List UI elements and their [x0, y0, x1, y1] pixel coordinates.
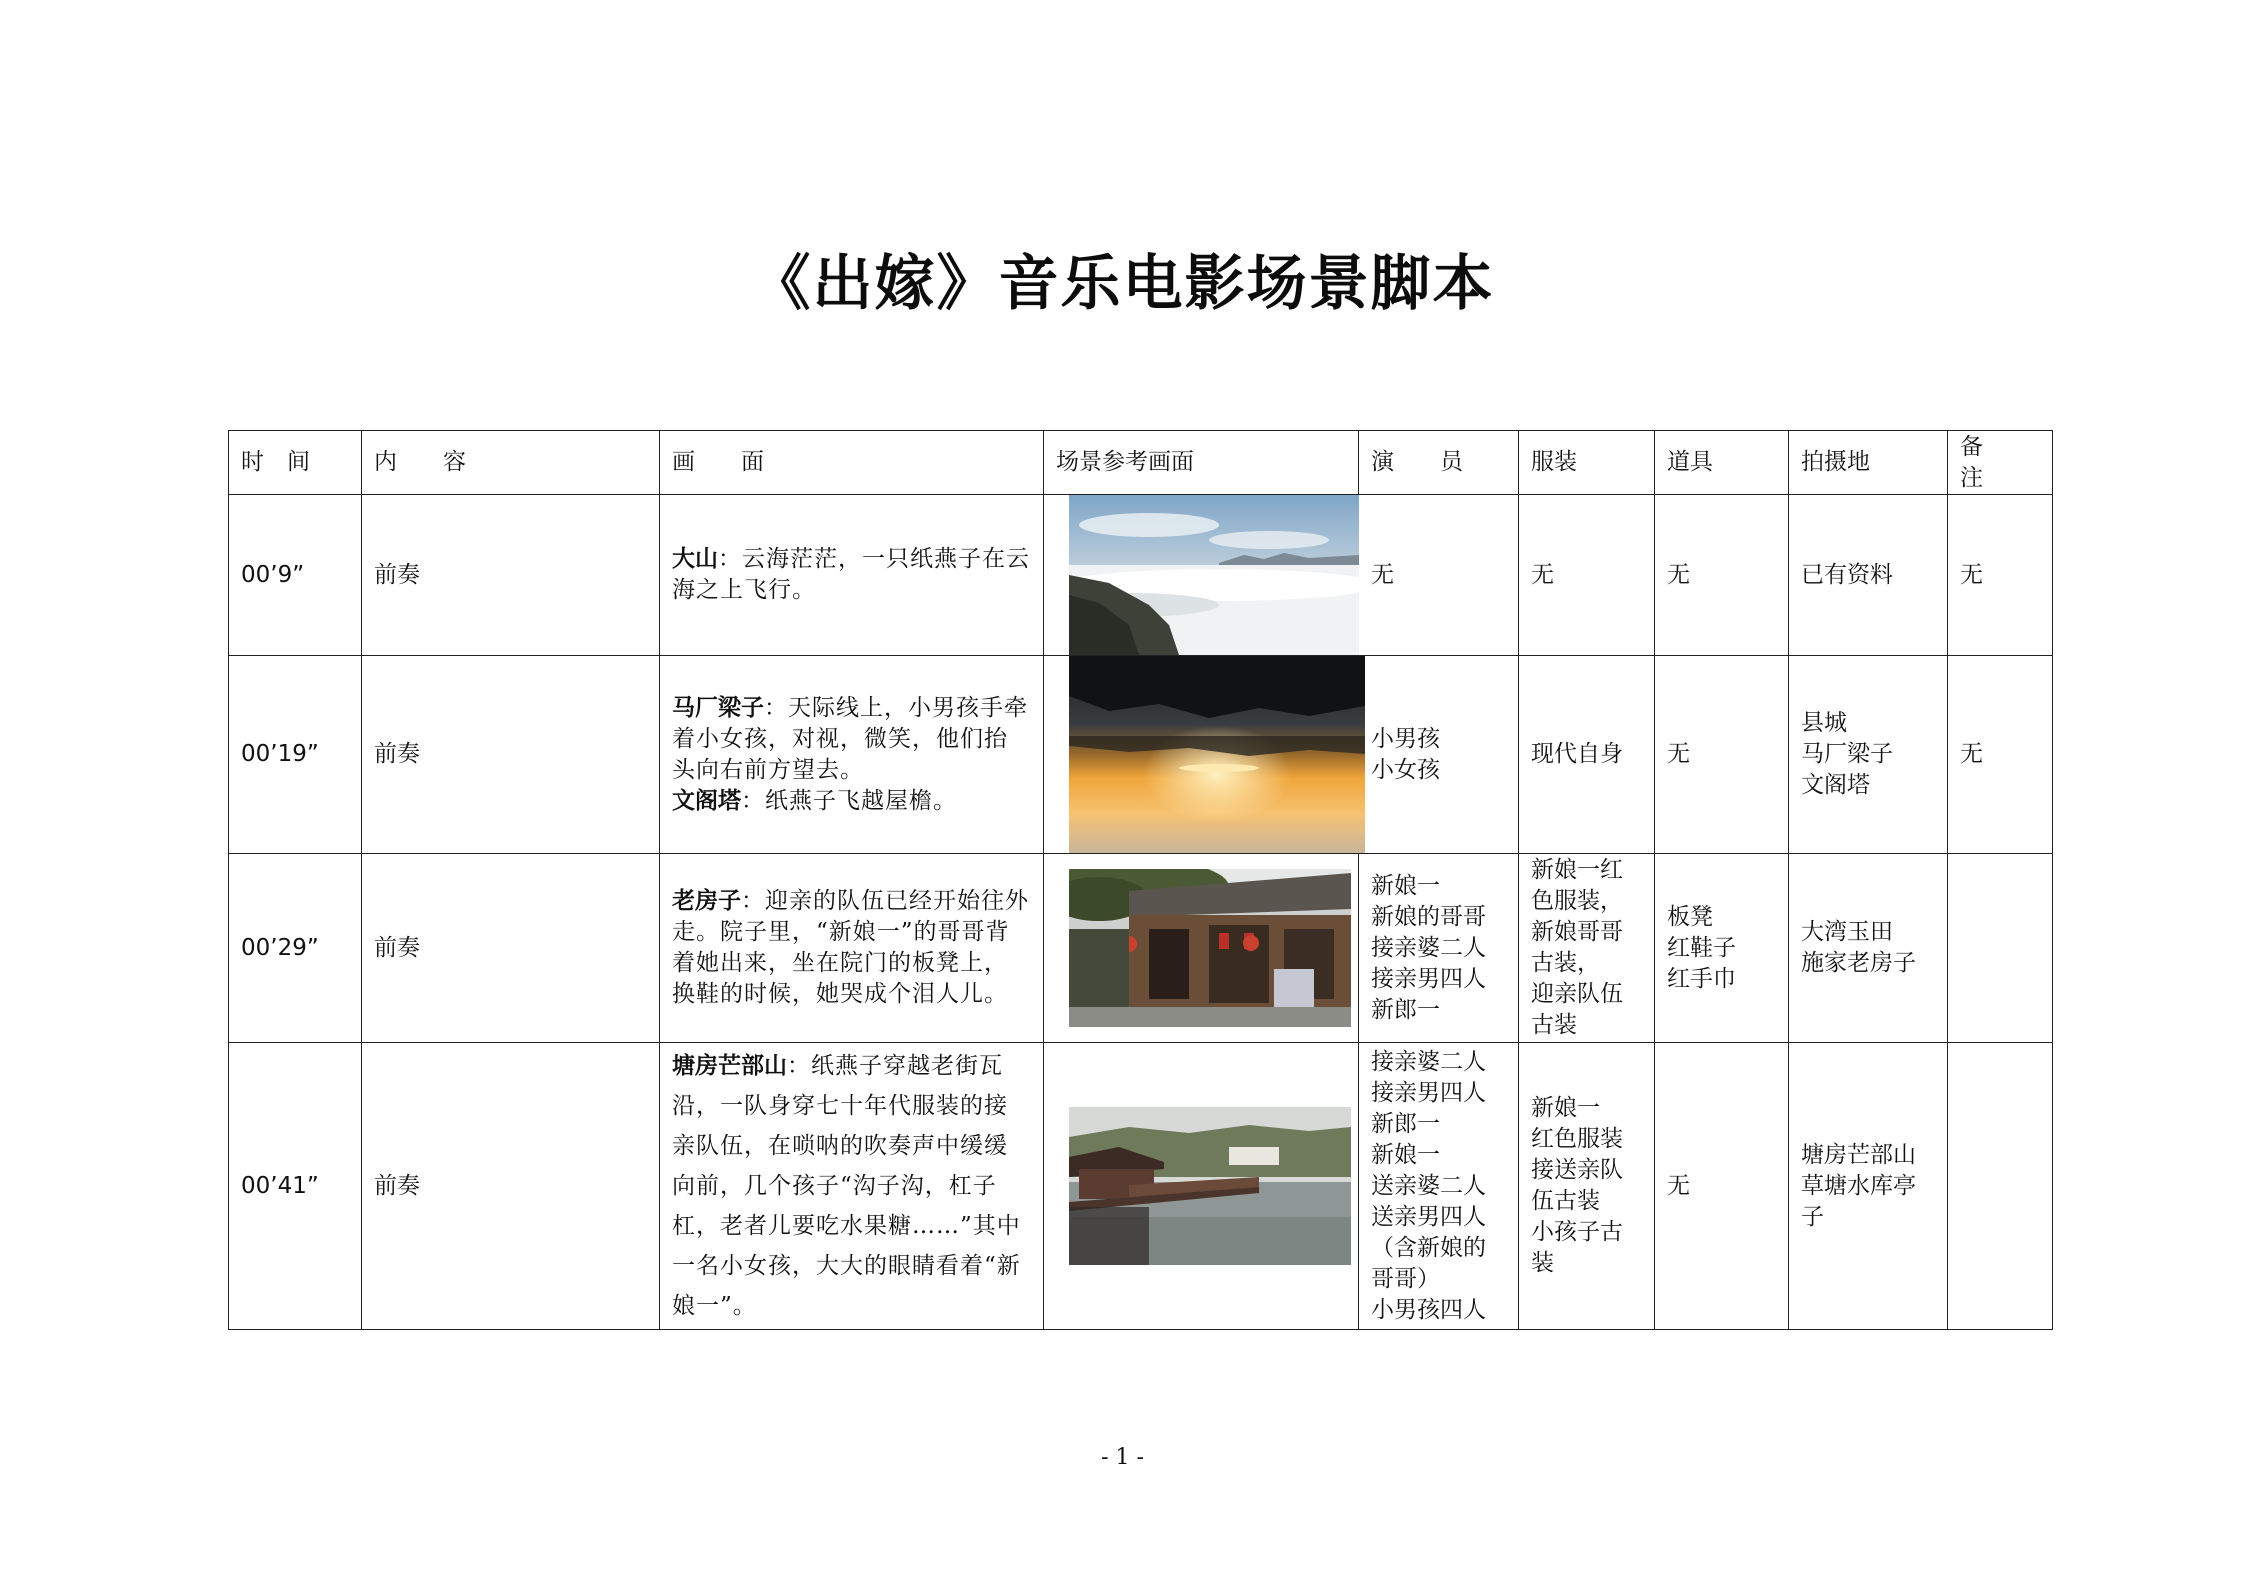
cell-note	[1948, 1043, 2053, 1330]
cell-costume	[1519, 495, 1655, 656]
cell-props	[1655, 1043, 1789, 1330]
cell-actors	[1359, 854, 1519, 1043]
sea-of-clouds-photo	[1069, 495, 1359, 655]
costume-line: 无	[1531, 561, 1554, 588]
cell-time: 00’41”	[229, 1043, 362, 1330]
cell-actors	[1359, 495, 1519, 656]
actor: 新郎一	[1371, 1110, 1440, 1137]
cell-actors	[1359, 1043, 1519, 1330]
header-note: 备 注	[1948, 431, 2053, 495]
scene-text: ：云海茫茫，一只纸燕子在云海之上飞行。	[672, 546, 1030, 603]
header-reference-image: 场景参考画面	[1044, 431, 1359, 495]
prop: 无	[1667, 741, 1690, 767]
cell-costume	[1519, 1043, 1655, 1330]
cell-scene	[660, 495, 1044, 656]
cell-props	[1655, 854, 1789, 1043]
costume-line: 现代自身	[1531, 741, 1623, 767]
scene-text: ：纸燕子飞越屋檐。	[741, 787, 957, 814]
cell-reference-image	[1044, 1043, 1359, 1330]
cell-time: 00’19”	[229, 656, 362, 854]
location-line: 文阁塔	[1801, 772, 1870, 798]
cell-scene	[660, 1043, 1044, 1330]
location-line: 大湾玉田	[1801, 919, 1893, 945]
costume-line: 新娘一红	[1531, 857, 1623, 883]
header-costume: 服装	[1519, 431, 1655, 495]
costume-line: 红色服装	[1531, 1126, 1623, 1152]
scene-place: 塘房芒部山	[672, 1053, 787, 1079]
cell-note: 无	[1948, 656, 2053, 854]
cell-time: 00’9”	[229, 495, 362, 656]
location-line: 子	[1801, 1203, 1824, 1230]
prop: 板凳	[1667, 903, 1713, 930]
header-content: 内 容	[362, 431, 660, 495]
costume-line: 伍古装	[1531, 1188, 1600, 1214]
actor: 新娘的哥哥	[1371, 903, 1486, 930]
actor: 送亲婆二人	[1371, 1172, 1486, 1199]
header-time: 时 间	[229, 431, 362, 495]
cell-actors	[1359, 656, 1519, 854]
cell-note	[1948, 854, 2053, 1043]
actor: 接亲婆二人	[1371, 934, 1486, 961]
costume-line: 接送亲队	[1531, 1157, 1623, 1183]
actor: 新郎一	[1371, 996, 1440, 1023]
actor: 新娘一	[1371, 1141, 1440, 1168]
header-scene: 画 面	[660, 431, 1044, 495]
scene-place: 老房子	[672, 888, 741, 914]
cell-props	[1655, 495, 1789, 656]
cell-content: 前奏	[362, 854, 660, 1043]
costume-line: 迎亲队伍	[1531, 981, 1623, 1007]
table-row	[229, 854, 2053, 1043]
cell-reference-image	[1044, 854, 1359, 1043]
scene-text: ：迎亲的队伍已经开始往外走。院子里，“新娘一”的哥哥背着她出来，坐在院门的板凳上，换鞋的时候，她哭成个泪人儿。	[672, 888, 1029, 1007]
location-line: 施家老房子	[1801, 950, 1916, 976]
actor: 哥哥）	[1371, 1265, 1440, 1292]
cell-time: 00’29”	[229, 854, 362, 1043]
page-title: 《出嫁》音乐电影场景脚本	[750, 249, 1495, 319]
old-house-photo	[1069, 869, 1351, 1027]
scene-text: ：纸燕子穿越老街瓦沿，一队身穿七十年代服装的接亲队伍，在唢呐的吹奏声中缓缓向前，几个孩子“沟子沟，杠子杠，老者儿要吃水果糖……”其中一名小女孩，大大的眼睛看着“新娘一”。	[672, 1053, 1021, 1319]
scene-text: ：天际线上，小男孩手牵着小女孩，对视，微笑，他们抬头向右前方望去。	[672, 694, 1028, 783]
sunset-photo	[1069, 656, 1365, 853]
prop: 红鞋子	[1667, 934, 1736, 961]
cell-note: 无	[1948, 495, 2053, 656]
actor: 小男孩四人	[1371, 1296, 1486, 1323]
costume-line: 新娘哥哥	[1531, 919, 1623, 945]
prop: 红手巾	[1667, 965, 1736, 992]
cell-scene	[660, 656, 1044, 854]
cell-costume	[1519, 854, 1655, 1043]
actor: 送亲男四人	[1371, 1203, 1486, 1230]
cell-content: 前奏	[362, 495, 660, 656]
actor: 小女孩	[1371, 756, 1440, 783]
costume-line: 色服装，	[1531, 888, 1623, 914]
table-row	[229, 495, 2053, 656]
actor: （含新娘的	[1371, 1234, 1486, 1261]
cell-location	[1789, 495, 1948, 656]
costume-line: 小孩子古	[1531, 1219, 1623, 1245]
costume-line: 新娘一	[1531, 1095, 1600, 1121]
actor: 无	[1371, 561, 1394, 588]
prop: 无	[1667, 1172, 1690, 1199]
actor: 接亲婆二人	[1371, 1048, 1486, 1075]
cell-location	[1789, 656, 1948, 854]
cell-scene	[660, 854, 1044, 1043]
page-number: - 1 -	[1101, 1445, 1144, 1470]
costume-line: 古装，	[1531, 950, 1600, 976]
location-line: 马厂梁子	[1801, 741, 1893, 767]
cell-reference-image	[1044, 656, 1359, 854]
script-table	[228, 430, 2053, 1330]
cell-content: 前奏	[362, 656, 660, 854]
costume-line: 装	[1531, 1250, 1554, 1276]
location-line: 塘房芒部山	[1801, 1141, 1916, 1168]
header-props: 道具	[1655, 431, 1789, 495]
table-row	[229, 1043, 2053, 1330]
costume-line: 古装	[1531, 1012, 1577, 1038]
actor: 接亲男四人	[1371, 1079, 1486, 1106]
table-header-row	[229, 431, 2053, 495]
location-line: 已有资料	[1801, 561, 1893, 588]
location-line: 草塘水库亭	[1801, 1172, 1916, 1199]
scene-place: 大山	[672, 546, 718, 572]
scene-place: 文阁塔	[672, 787, 741, 814]
header-location: 拍摄地	[1789, 431, 1948, 495]
cell-costume	[1519, 656, 1655, 854]
actor: 接亲男四人	[1371, 965, 1486, 992]
header-actors: 演 员	[1359, 431, 1519, 495]
actor: 新娘一	[1371, 872, 1440, 899]
cell-location	[1789, 1043, 1948, 1330]
cell-content: 前奏	[362, 1043, 660, 1330]
reservoir-pavilion-photo	[1069, 1107, 1351, 1265]
prop: 无	[1667, 561, 1690, 588]
table-row	[229, 656, 2053, 854]
location-line: 县城	[1801, 710, 1847, 736]
cell-props	[1655, 656, 1789, 854]
actor: 小男孩	[1371, 725, 1440, 752]
cell-reference-image	[1044, 495, 1359, 656]
cell-location	[1789, 854, 1948, 1043]
scene-place: 马厂梁子	[672, 694, 764, 721]
